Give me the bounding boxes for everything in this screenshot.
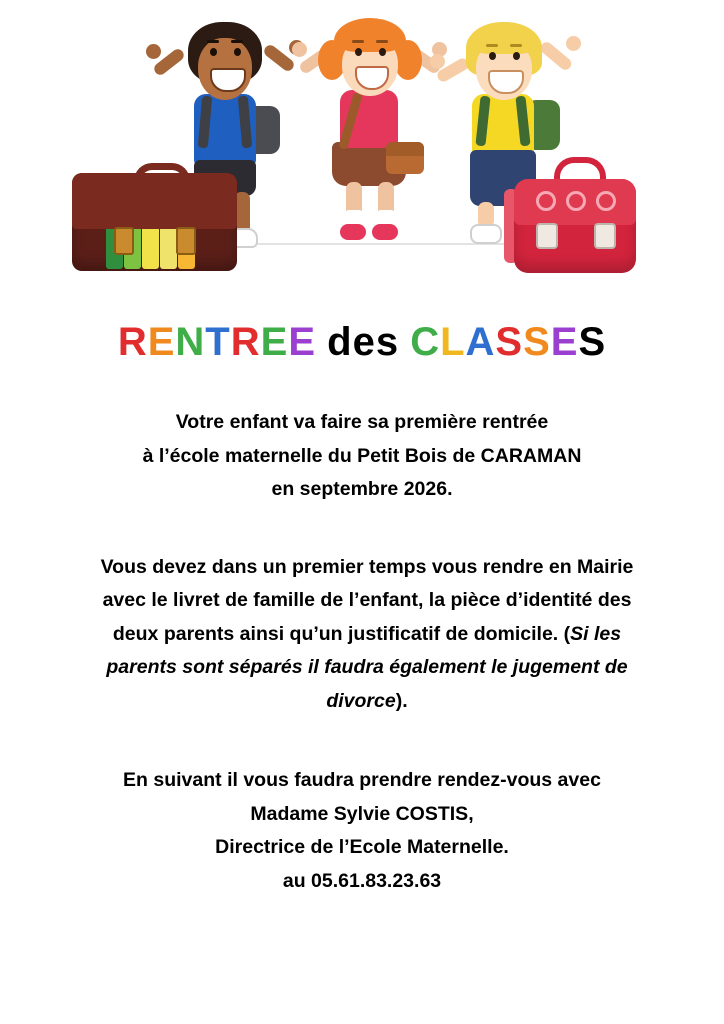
schoolbag-buckle-left — [536, 223, 558, 249]
hand-left — [292, 42, 307, 57]
eye-right — [379, 48, 386, 56]
title-letter-15: S — [495, 320, 524, 364]
intro-line-2: à l’école maternelle du Petit Bois de CARAMAN — [142, 444, 582, 467]
instructions-line-3-normal: deux parents ainsi qu’un justificatif de domicile. ( — [112, 622, 571, 645]
schoolbag-decoration — [536, 191, 556, 211]
title-letter-0: R — [117, 320, 148, 364]
shoe-left — [470, 224, 502, 244]
contact-block — [62, 764, 662, 898]
shoe-left — [340, 224, 366, 240]
hand-left — [146, 44, 161, 59]
satchel-buckle-right — [176, 227, 196, 255]
hand-right — [566, 36, 581, 51]
intro-line-3: en septembre 2026. — [271, 478, 453, 501]
eyebrow-left — [486, 44, 498, 47]
title-letter-13: L — [440, 320, 466, 364]
hand-left — [430, 54, 445, 69]
eyebrow-left — [207, 40, 219, 43]
contact-line-1: En suivant il vous faudra prendre rendez-vous avec — [123, 769, 601, 792]
title-letter-1: E — [147, 320, 176, 364]
child-orange-pigtails-pink-shirt — [300, 14, 440, 254]
title-letter-17: E — [550, 320, 579, 364]
instructions-line-3 — [62, 618, 672, 652]
title-letter-9: e — [352, 320, 376, 364]
eyebrow-right — [231, 40, 243, 43]
page-title — [0, 320, 724, 364]
instructions-line-4: parents sont séparés il faudra également le jugement de — [106, 656, 628, 679]
schoolbag-decoration — [596, 191, 616, 211]
title-letter-7 — [316, 320, 327, 364]
intro-line-1: Votre enfant va faire sa première rentrée — [175, 411, 549, 433]
instructions-line-3-italic: Si les — [570, 622, 622, 645]
instructions-line-1: Vous devez dans un premier temps vous rendre en Mairie — [100, 555, 634, 578]
poster-body — [62, 406, 662, 898]
red-schoolbag — [510, 155, 640, 275]
eye-left — [489, 52, 496, 60]
instructions-line-5-normal: ). — [395, 689, 408, 712]
eye-left — [210, 48, 217, 56]
brown-satchel — [72, 165, 237, 275]
schoolbag-decoration — [566, 191, 586, 211]
eyebrow-right — [376, 40, 388, 43]
shoulder-bag-flap — [386, 142, 424, 156]
eyebrow-left — [352, 40, 364, 43]
shoe-right — [372, 224, 398, 240]
title-letter-16: S — [523, 320, 551, 364]
eyebrow-right — [510, 44, 522, 47]
instructions-block — [62, 551, 672, 719]
title-letter-6: E — [288, 320, 316, 364]
satchel-buckle-left — [114, 227, 134, 255]
eye-right — [513, 52, 520, 60]
instructions-line-2: avec le livret de famille de l’enfant, la pièce d’identité des — [102, 589, 632, 612]
contact-line-2: Madame Sylvie COSTIS, — [250, 802, 474, 825]
fringe — [340, 30, 400, 52]
schoolbag-buckle-right — [594, 223, 616, 249]
satchel-flap — [72, 173, 237, 229]
title-letter-10: s — [375, 320, 400, 364]
title-letter-12: C — [410, 320, 441, 364]
contact-line-3: Directrice de l’Ecole Maternelle. — [215, 836, 509, 859]
title-letter-18: S — [578, 320, 607, 364]
instructions-line-5 — [62, 685, 672, 719]
instructions-line-5-italic: divorce — [326, 689, 396, 712]
intro-block — [62, 406, 662, 507]
title-letter-14: A — [465, 320, 496, 364]
title-letter-2: N — [175, 320, 206, 364]
eye-left — [355, 48, 362, 56]
title-letter-8: d — [327, 320, 353, 364]
title-letter-5: E — [260, 320, 289, 364]
contact-phone: au 05.61.83.23.63 — [282, 869, 442, 892]
eye-right — [234, 48, 241, 56]
title-letter-11 — [399, 320, 410, 364]
title-letter-4: R — [230, 320, 261, 364]
fringe — [472, 34, 536, 54]
title-letter-3: T — [205, 320, 231, 364]
header-illustration — [0, 0, 724, 292]
